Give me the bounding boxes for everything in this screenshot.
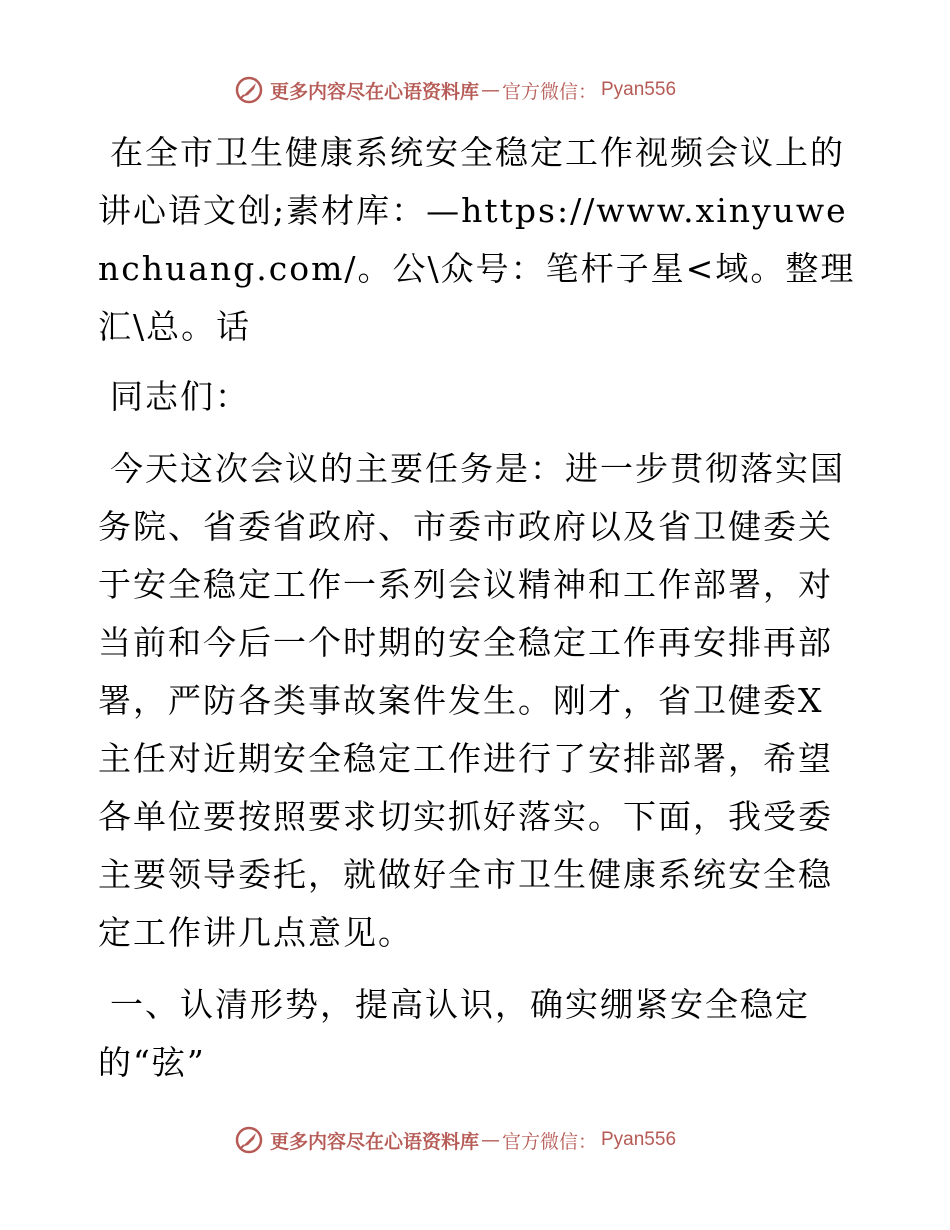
title-line-1: 在全市卫生健康系统安全稳定工作视频会议上的 — [110, 133, 845, 172]
document-content — [98, 124, 858, 1092]
feather-logo-icon — [234, 75, 264, 105]
watermark-wechat-id: Pyan556 — [601, 79, 677, 100]
greeting: 同志们： — [110, 377, 250, 416]
title-rest: 讲心语文创;素材库：—https://www.xinyuwenchuang.com/。公\众号：笔杆子星<域。整理汇\总。话 — [98, 191, 856, 346]
watermark-promo-text: 更多内容尽在心语资料库 — [269, 80, 479, 103]
bottom-watermark-banner — [0, 1122, 950, 1158]
section-heading-line-1: 一、认清形势，提高认识，确实绷紧安全稳定 — [110, 985, 810, 1024]
top-watermark-banner — [0, 72, 950, 108]
section-heading-line-2: 的“弦” — [98, 1043, 206, 1082]
watermark-wechat-id: Pyan556 — [601, 1129, 677, 1150]
watermark-wechat-label: 官方微信： — [501, 80, 597, 103]
feather-logo-icon — [234, 1125, 264, 1155]
watermark-wechat-label: 官方微信： — [501, 1130, 597, 1153]
section-heading — [98, 976, 858, 1092]
watermark-separator: — — [480, 1129, 500, 1151]
watermark-promo-text: 更多内容尽在心语资料库 — [269, 1130, 479, 1153]
watermark-separator: — — [480, 79, 500, 101]
body-paragraph: 今天这次会议的主要任务是：进一步贯彻落实国务院、省委省政府、市委市政府以及省卫健委关于安全稳定工作一系列会议精神和工作部署，对当前和今后一个时期的安全稳定工作再安排再部署，严防各类事故案件发生。刚才，省卫健委X主任对近期安全稳定工作进行了安排部署，希望各单位要按照要求切实抓好落实。下面，我受委主要领导委托，就做好全市卫生健康系统安全稳定工作讲几点意见。 — [98, 449, 845, 952]
document-title — [98, 124, 858, 356]
